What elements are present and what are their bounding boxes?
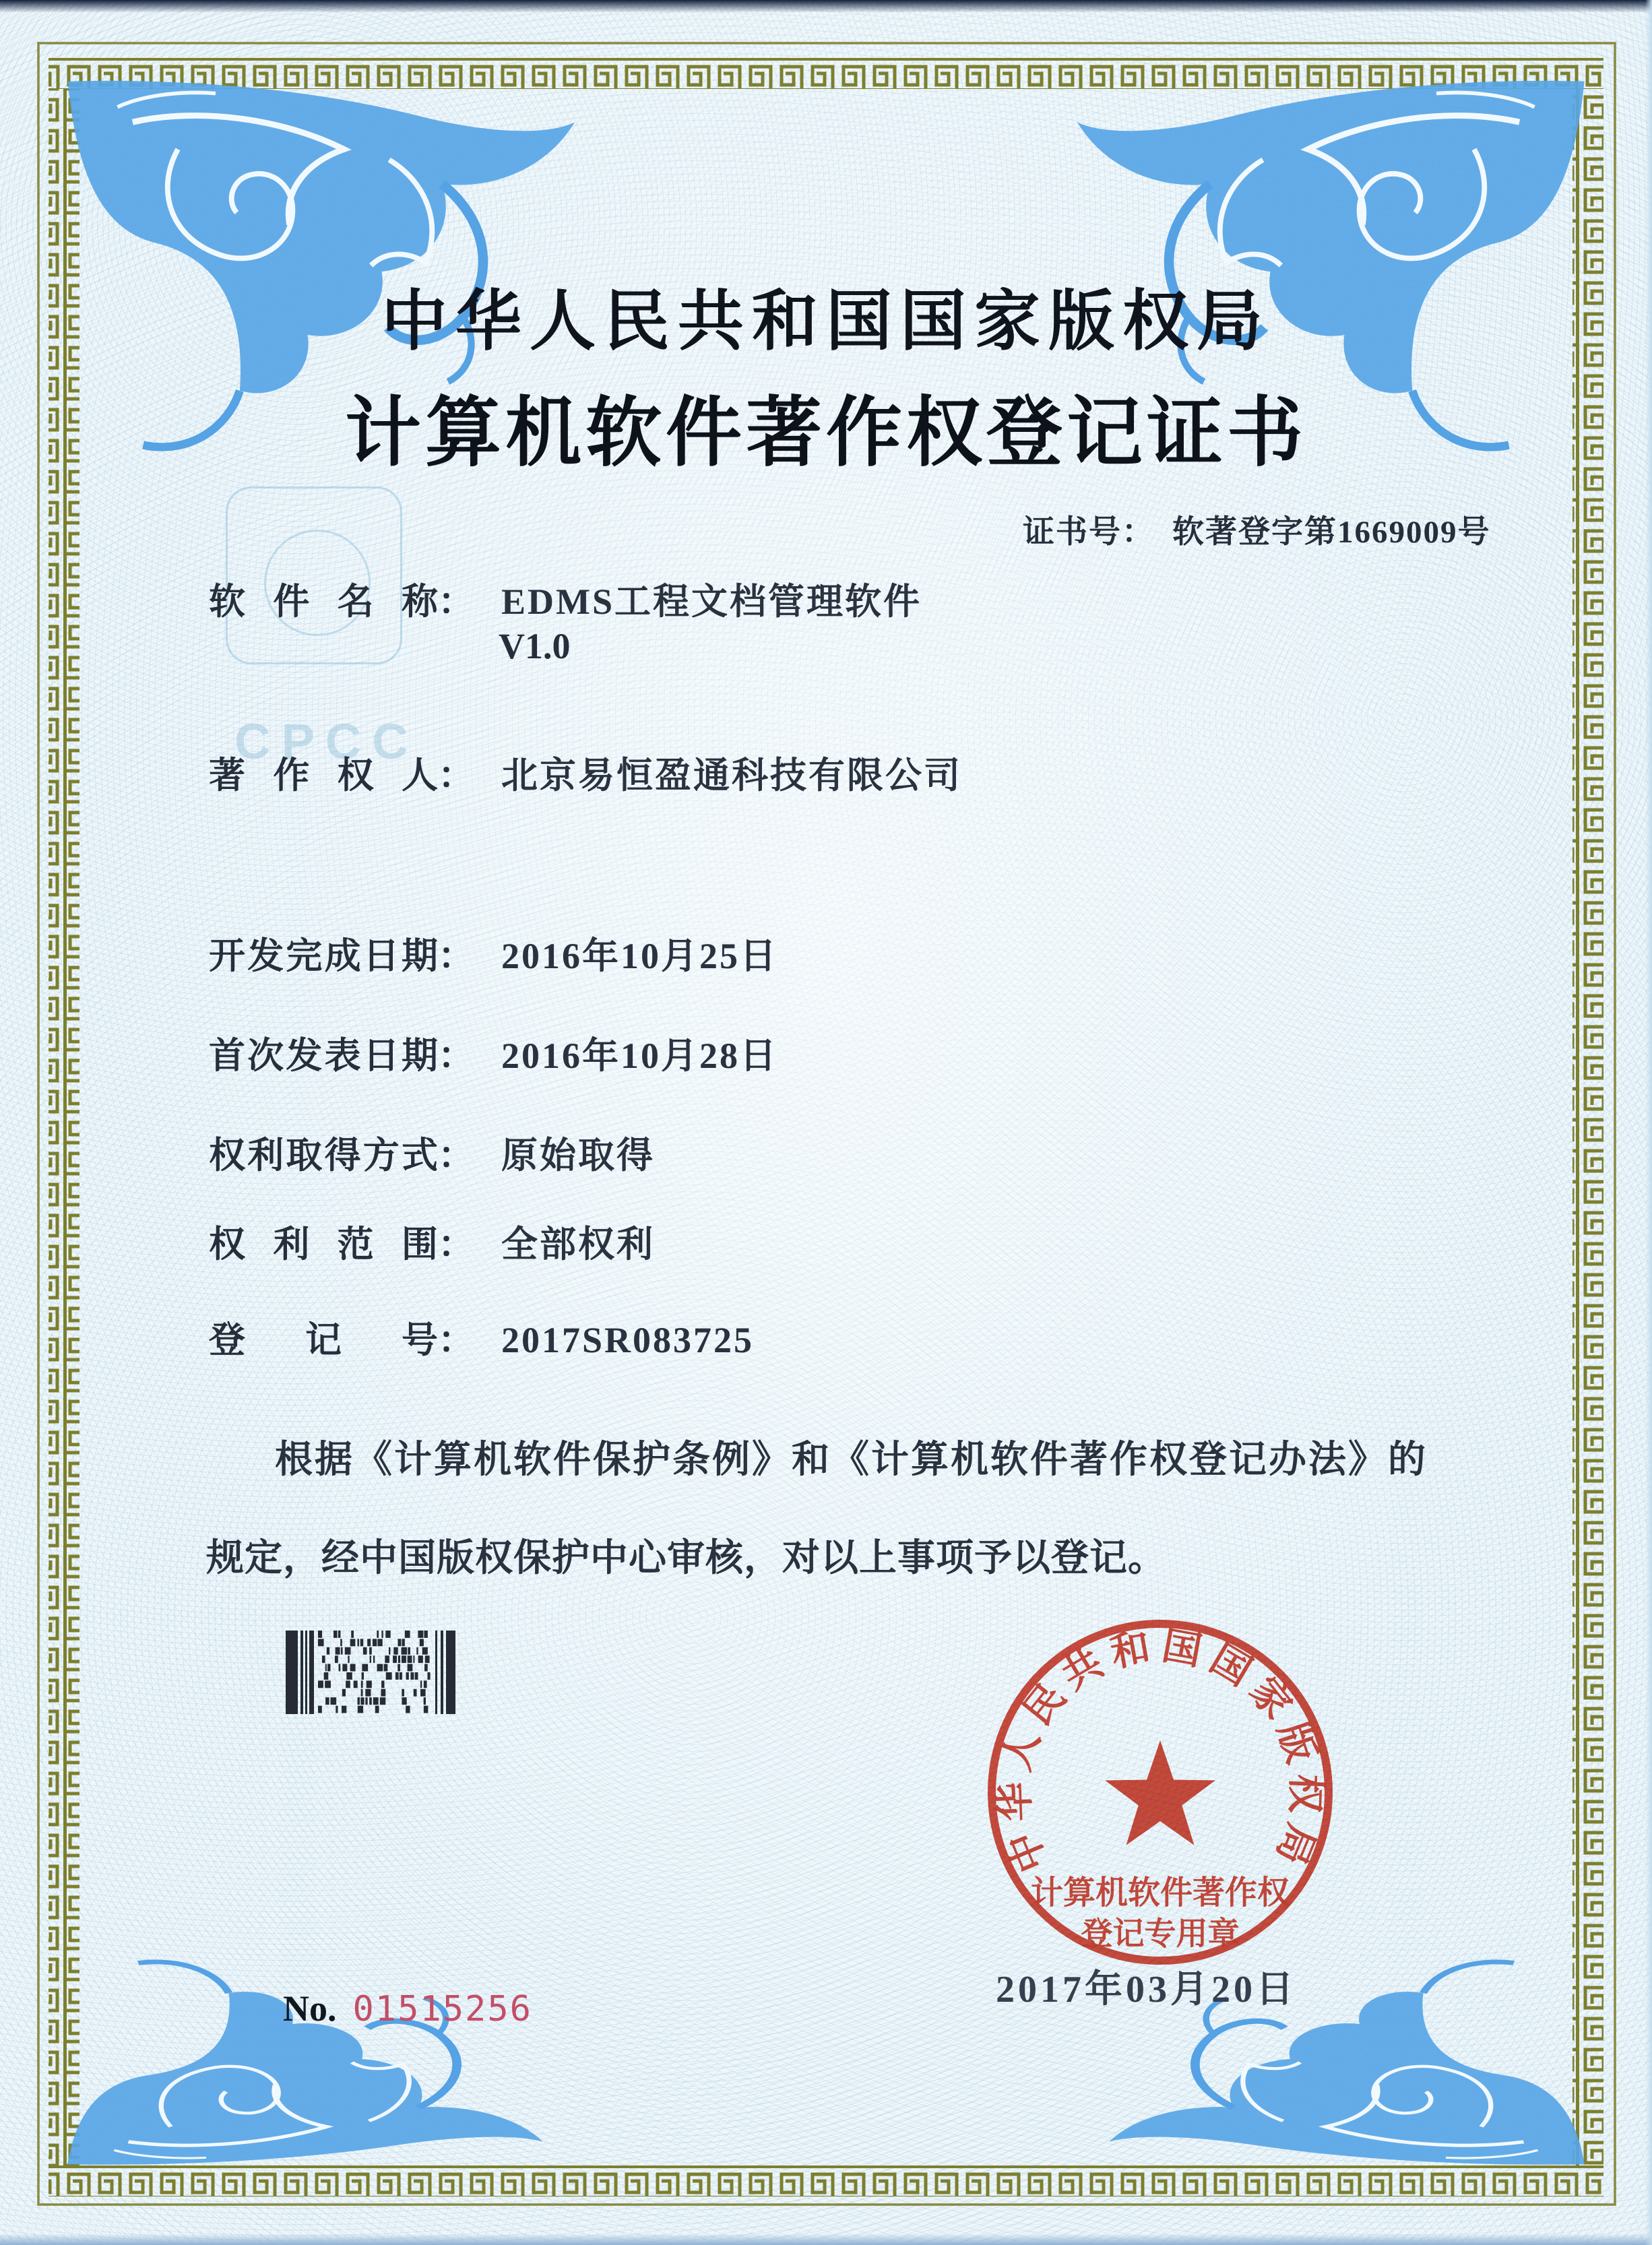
serial-number: 01515256 [352,1989,532,2029]
field-label: 权利范围 [209,1224,438,1265]
label-colon: ： [438,1036,474,1076]
certificate-number-line [1023,507,1491,552]
field-value: 2017SR083725 [501,1320,755,1360]
field-value: 原始取得 [501,1135,655,1176]
serial-prefix: No. [283,1988,337,2029]
field-rights-scope [209,1215,655,1267]
barcode-bars [286,1631,458,1714]
certificate-number-label: 证书号： [1023,515,1155,550]
certificate-title: 计算机软件著作权登记证书 [345,391,1307,476]
label-colon: ： [438,581,474,622]
issue-date: 2017年03月20日 [996,1969,1297,2011]
seal-caption-line1: 计算机软件著作权 [1030,1875,1290,1911]
serial-number-line [283,1988,532,2029]
seal-ring-text: 中华人民共和国国家版权局 [992,1623,1329,1878]
field-copyright-owner [209,747,962,798]
label-colon: ： [438,936,474,976]
label-colon: ： [438,755,474,796]
field-value: EDMS工程文档管理软件 [501,581,922,622]
field-software-name [209,573,922,625]
official-red-seal [982,1616,1339,1973]
field-label: 首次发表日期 [209,1036,438,1076]
certificate-number-value: 软著登字第1669009号 [1172,515,1491,550]
field-rights-acquisition [209,1127,655,1178]
scan-edge-right [1645,0,1652,2245]
field-label: 软件名称 [209,581,438,622]
authority-title: 中华人民共和国国家版权局 [381,286,1271,358]
barcode-graphic [286,1631,458,1714]
label-colon: ： [438,1224,474,1265]
scan-edge-bottom [0,2234,1652,2245]
field-software-version: V1.0 [499,626,571,666]
field-label: 开发完成日期 [209,936,438,976]
field-label: 权利取得方式 [209,1135,438,1176]
scan-edge-top [0,0,1652,12]
statement-line-1: 根据《计算机软件保护条例》和《计算机软件著作权登记办法》的 [275,1439,1428,1481]
label-colon: ： [438,1135,474,1176]
statement-line-2: 规定，经中国版权保护中心审核，对以上事项予以登记。 [206,1538,1166,1579]
field-value: 全部权利 [501,1224,655,1265]
seal-caption-line2: 登记专用章 [1081,1917,1240,1952]
field-development-date [209,927,778,979]
field-label: 著作权人 [209,755,438,796]
field-value: 北京易恒盈通科技有限公司 [501,755,962,796]
field-label: 登记号 [209,1320,438,1360]
watermark-text: CPCC [234,714,419,769]
field-value: 2016年10月28日 [501,1036,778,1076]
field-registration-number [209,1311,754,1363]
red-star-icon [1105,1740,1215,1845]
field-value: 2016年10月25日 [501,936,778,976]
field-publication-date [209,1027,778,1079]
label-colon: ： [438,1320,474,1360]
